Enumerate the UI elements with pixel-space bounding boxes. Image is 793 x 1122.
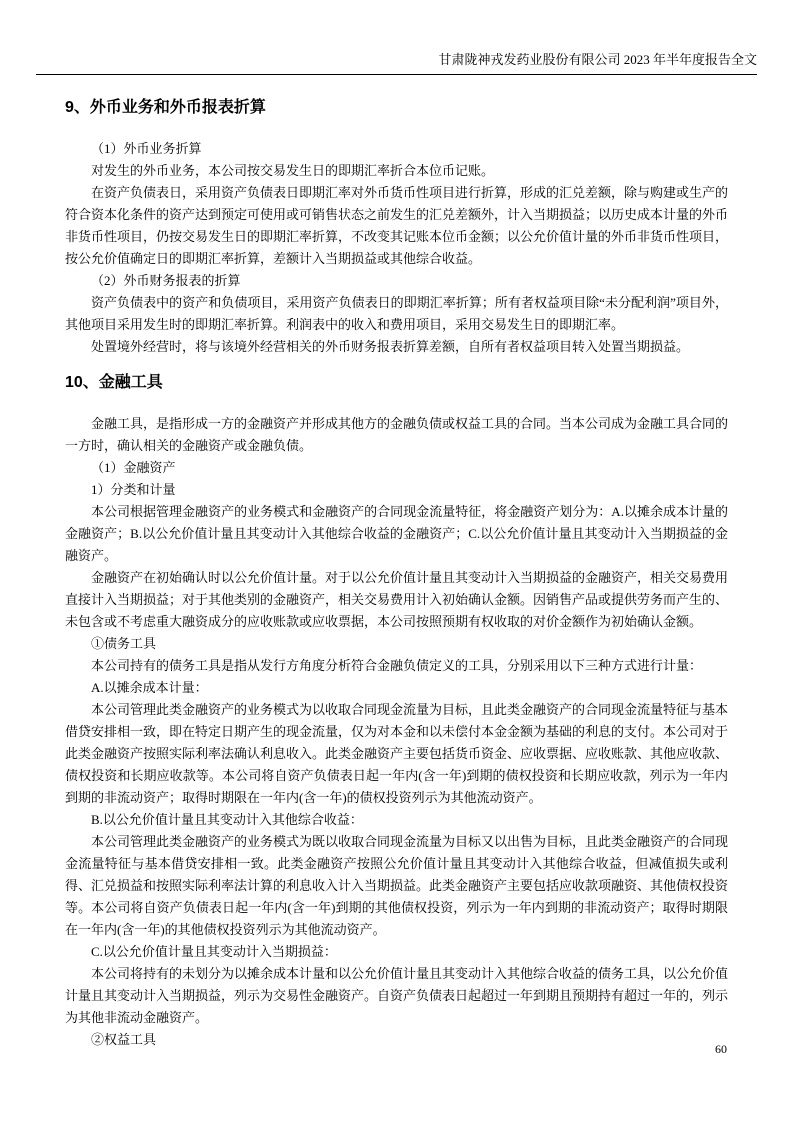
subheading: ②权益工具 [91,1032,157,1047]
paragraph: 本公司管理此类金融资产的业务模式为既以收取合同现金流量为目标又以出售为目标，且此类金融资产的合同现金流量特征与基本借贷安排相一致。此类金融资产按照公允价值计量且其变动计入其他综合收益，但减值损失或利得、汇兑损益和按照实际利率法计算的利息收入计入当期损益。此类金融资产主要包括应收款项融资、其他债权投资等。本公司将自资产负债表日起一年内(含一年)到期的其他债权投资，列示为一年内到期的非流动资产；取得时期限在一年内(含一年)的其他债权投资列示为其他流动资产。 [65,834,729,937]
paragraph: 本公司管理此类金融资产的业务模式为以收取合同现金流量为目标，且此类金融资产的合同现金流量特征与基本借贷安排相一致，即在特定日期产生的现金流量，仅为对本金和以未偿付本金金额为基础的利息的支付。本公司对于此类金融资产按照实际利率法确认利息收入。此类金融资产主要包括货币资金、应收票据、应收账款、其他应收款、债权投资和长期应收款等。本公司将自资产负债表日起一年内(含一年)到期的债权投资和长期应收款，列示为一年内到期的非流动资产；取得时期限在一年内(含一年)的债权投资列示为其他流动资产。 [65,702,729,805]
page-content [65,98,728,1051]
paragraph: 金融资产在初始确认时以公允价值计量。对于以公允价值计量且其变动计入当期损益的金融资产，相关交易费用直接计入当期损益；对于其他类别的金融资产，相关交易费用计入初始确认金额。因销售产品或提供劳务而产生的、未包含或不考虑重大融资成分的应收账款或应收票据，本公司按照预期有权收取的对价金额作为初始确认金额。 [65,570,729,629]
paragraph: 本公司将持有的未划分为以摊余成本计量和以公允价值计量且其变动计入其他综合收益的债务工具，以公允价值计量且其变动计入当期损益，列示为交易性金融资产。自资产负债表日起超过一年到期且预期持有超过一年的，列示为其他非流动金融资产。 [65,966,729,1025]
document-header-title: 甘肃陇神戎发药业股份有限公司 2023 年半年度报告全文 [438,52,757,67]
section-heading-10: 10、金融工具 [65,374,163,391]
subheading: （1）外币业务折算 [91,141,202,156]
paragraph: 在资产负债表日，采用资产负债表日即期汇率对外币货币性项目进行折算，形成的汇兑差额，除与购建或生产的符合资本化条件的资产达到预定可使用或可销售状态之前发生的汇兑差额外，计入当期损益；以历史成本计量的外币非货币性项目，仍按交易发生日的即期汇率折算，不改变其记账本位币金额；以公允价值计量的外币非货币性项目，按公允价值确定日的即期汇率折算，差额计入当期损益或其他综合收益。 [65,185,729,266]
section-heading-9: 9、外币业务和外币报表折算 [65,99,266,116]
paragraph: 本公司根据管理金融资产的业务模式和金融资产的合同现金流量特征，将金融资产划分为：A.以摊余成本计量的金融资产；B.以公允价值计量且其变动计入其他综合收益的金融资产；C.以公允价值计量且其变动计入当期损益的金融资产。 [65,504,728,563]
paragraph: 金融工具，是指形成一方的金融资产并形成其他方的金融负债或权益工具的合同。当本公司成为金融工具合同的一方时，确认相关的金融资产或金融负债。 [65,416,729,453]
subheading: （1）金融资产 [91,460,176,475]
paragraph: 本公司持有的债务工具是指从发行方角度分析符合金融负债定义的工具，分别采用以下三种方式进行计量： [91,658,703,673]
subheading: ①债务工具 [91,636,157,651]
document-header [36,52,757,75]
paragraph: 对发生的外币业务，本公司按交易发生日的即期汇率折合本位币记账。 [91,163,495,178]
subheading: （2）外币财务报表的折算 [91,273,241,288]
subheading: 1）分类和计量 [91,482,176,497]
paragraph: 处置境外经营时，将与该境外经营相关的外币财务报表折算差额，自所有者权益项目转入处置当期损益。 [91,339,690,354]
paragraph: 资产负债表中的资产和负债项目，采用资产负债表日的即期汇率折算；所有者权益项目除“未分配利润”项目外，其他项目采用发生时的即期汇率折算。利润表中的收入和费用项目，采用交易发生日的即期汇率。 [65,295,728,332]
page-number: 60 [715,1042,727,1056]
subheading: C.以公允价值计量且其变动计入当期损益： [91,944,337,959]
subheading: B.以公允价值计量且其变动计入其他综合收益： [91,812,363,827]
subheading: A.以摊余成本计量： [91,680,208,695]
